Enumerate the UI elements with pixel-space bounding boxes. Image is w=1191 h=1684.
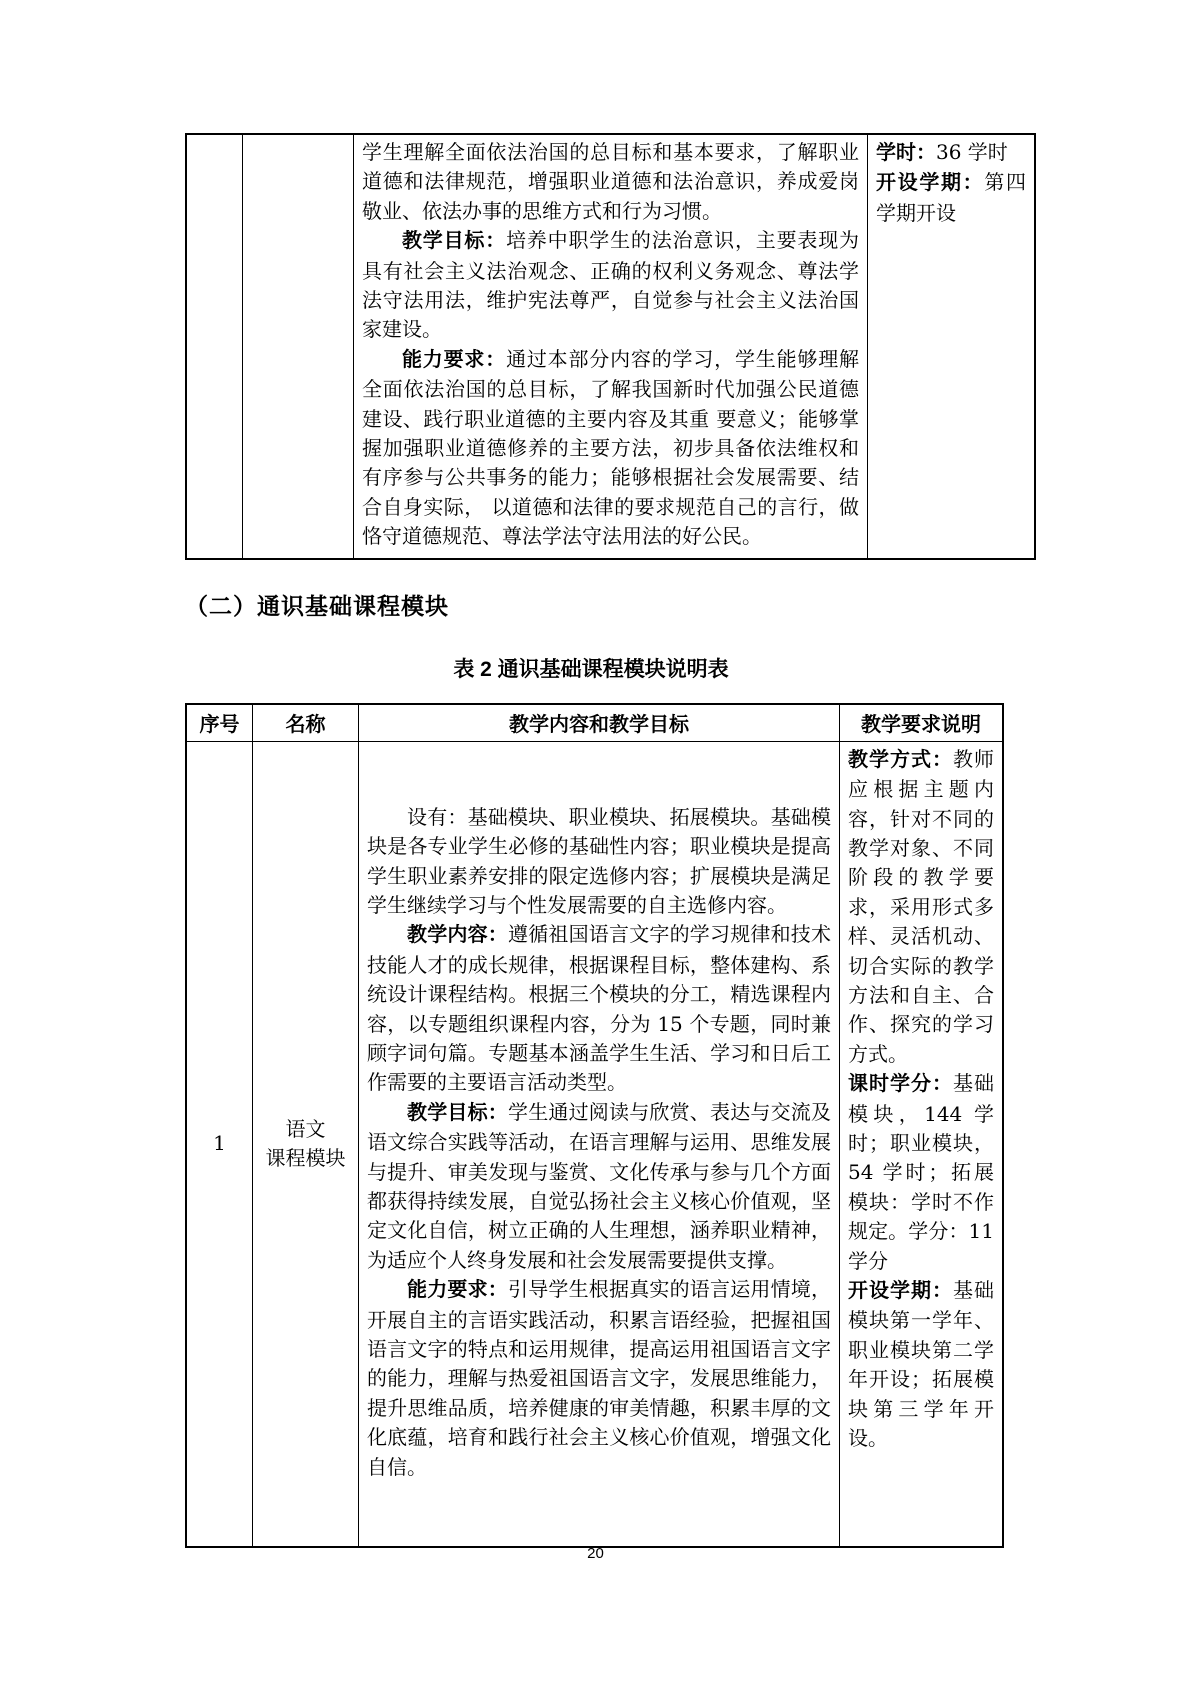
content-paragraph-3 bbox=[367, 1098, 831, 1275]
table1-continuation bbox=[185, 133, 1036, 560]
teaching-goal-text: 学生通过阅读与欣赏、表达与交流及语文综合实践等活动，在语言理解与运用、思维发展与提升、审美发现与鉴赏、文化传承与参与几个方面都获得持续发展，自觉弘扬社会主义核心价值观，坚定文化自信，树立正确的人生理想，涵养职业精神，为适应个人终身发展和社会发展需要提供支撑。 bbox=[367, 1099, 831, 1272]
teaching-method-text: 教师应根据主题内容，针对不同的教学对象、不同阶段的教学要求，采用形式多样、灵活机动、切合实际的教学方法和自主、合作、探究的学习方式。 bbox=[848, 746, 994, 1066]
teaching-content-label: 教学内容： bbox=[407, 924, 508, 947]
table1-row bbox=[186, 134, 1035, 559]
table2-title: 表 2 通识基础课程模块说明表 bbox=[453, 657, 729, 681]
page-number: 20 bbox=[587, 1545, 604, 1562]
content-paragraph-4 bbox=[367, 1275, 831, 1482]
header-requirements: 教学要求说明 bbox=[840, 704, 1004, 742]
header-content: 教学内容和教学目标 bbox=[359, 704, 840, 742]
requirements-paragraph-1 bbox=[848, 745, 994, 1069]
semester-offered-text: 基础模块第一学年、职业模块第二学年开设；拓展模块第三学年开设。 bbox=[848, 1278, 994, 1451]
table1-content-cell bbox=[354, 134, 868, 559]
modules-overview-text: 设有：基础模块、职业模块、拓展模块。基础模块是各专业学生必修的基础性内容；职业模块是提高学生职业素养安排的限定选修内容；扩展模块是满足学生继续学习与个性发展需要的自主选修内容。 bbox=[367, 804, 831, 917]
table1-no-cell bbox=[186, 134, 243, 559]
semester-offered-label: 开设学期： bbox=[848, 1280, 953, 1302]
ability-requirement-label: 能力要求： bbox=[407, 1279, 508, 1302]
table1-ability-paragraph bbox=[362, 345, 859, 552]
table1-goal-paragraph bbox=[362, 226, 859, 345]
section-heading: （二）通识基础课程模块 bbox=[185, 592, 449, 619]
ability-requirement-text: 引导学生根据真实的语言运用情境，开展自主的言语实践活动，积累言语经验，把握祖国语言文字的特点和运用规律，提高运用祖国语言文字的能力，理解与热爱祖国语言文字，发展思维能力，提升思维品质，培养健康的审美情趣，积累丰厚的文化底蕴，培育和践行社会主义核心价值观，增强文化自信。 bbox=[367, 1277, 831, 1479]
hours-paragraph bbox=[876, 138, 1026, 168]
teaching-goal-label: 教学目标： bbox=[407, 1101, 508, 1124]
credit-hours-text: 基础模块，144 学时；职业模块，54 学时；拓展模块：学时不作规定。学分：11 学分 bbox=[848, 1071, 994, 1273]
ability-text: 通过本部分内容的学习，学生能够理解全面依法治国的总目标，了解我国新时代加强公民道德建设、践行职业道德的主要内容及其重 要意义；能够掌握加强职业道德修养的主要方法，初步具备依法维权和有序参与公共事务的能力；能够根据社会发展需要、结合自身实际， 以道德和法律的要求规范自己的言行，做恪守道德规范、尊法学法守法用法的好公民。 bbox=[362, 346, 860, 549]
goal-label: 教学目标： bbox=[402, 230, 507, 253]
hours-value: 36 学时 bbox=[936, 140, 1008, 164]
table2 bbox=[185, 703, 1004, 1549]
teaching-content-text: 遵循祖国语言文字的学习规律和技术技能人才的成长规律，根据课程目标，整体建构、系统设计课程结构。根据三个模块的分工，精选课程内容，以专题组织课程内容，分为 15 个专题，同时兼顾字词句篇。专题基本涵盖学生生活、学习和日后工作需要的主要语言活动类型。 bbox=[367, 922, 831, 1095]
credit-hours-label: 课时学分： bbox=[848, 1073, 953, 1096]
table1-intro-paragraph bbox=[362, 138, 859, 226]
table2-header-row bbox=[186, 704, 1003, 742]
goal-text: 培养中职学生的法治意识，主要表现为具有社会主义法治观念、正确的权利义务观念、尊法学法守法用法，维护宪法尊严，自觉参与社会主义法治国家建设。 bbox=[362, 228, 860, 342]
header-name: 名称 bbox=[253, 704, 359, 742]
content-paragraph-1 bbox=[367, 803, 831, 921]
table1-name-cell bbox=[243, 134, 354, 559]
row1-requirements-cell bbox=[840, 741, 1004, 1547]
ability-label: 能力要求： bbox=[402, 348, 507, 371]
semester-value: 第四学期开设 bbox=[876, 170, 1027, 225]
semester-label: 开设学期： bbox=[876, 172, 985, 195]
content-paragraph-2 bbox=[367, 920, 831, 1097]
row1-no-cell: 1 bbox=[186, 741, 253, 1547]
requirements-paragraph-3 bbox=[848, 1276, 994, 1453]
row1-content-cell bbox=[359, 741, 840, 1547]
requirements-paragraph-2 bbox=[848, 1069, 994, 1276]
document-content bbox=[185, 133, 1027, 1548]
table1-requirements-cell bbox=[868, 134, 1036, 559]
semester-paragraph bbox=[876, 168, 1026, 228]
row1-name-cell bbox=[253, 741, 359, 1547]
course-name-line2: 课程模块 bbox=[265, 1145, 346, 1170]
intro-text: 学生理解全面依法治国的总目标和基本要求，了解职业道德和法律规范，增强职业道德和法治意识，养成爱岗 敬业、依法办事的思维方式和行为习惯。 bbox=[362, 140, 859, 223]
course-name-line1: 语文 bbox=[285, 1116, 326, 1141]
hours-label: 学时： bbox=[876, 142, 936, 164]
header-no: 序号 bbox=[186, 704, 253, 742]
teaching-method-label: 教学方式： bbox=[848, 748, 953, 771]
table2-row-1 bbox=[186, 741, 1003, 1547]
